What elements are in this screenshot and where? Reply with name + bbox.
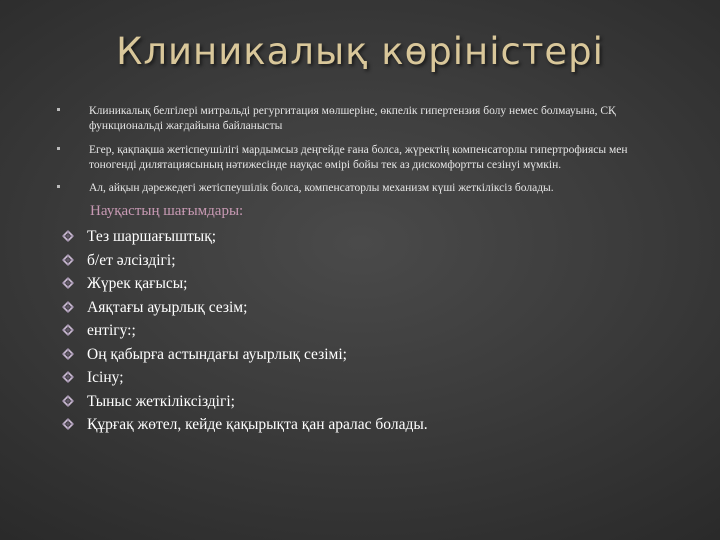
diamond-bullet-icon [62, 277, 74, 289]
complaint-item [62, 321, 682, 345]
complaint-text: Тыныс жеткіліксіздігі; [87, 392, 235, 410]
complaint-text: Құрғақ жөтел, кейде қақырықта қан аралас болады. [87, 416, 428, 433]
square-bullet-icon [57, 147, 60, 150]
intro-list [52, 104, 672, 205]
complaint-item [62, 415, 682, 439]
complaint-item [62, 298, 682, 322]
intro-item [52, 143, 672, 173]
complaint-text: б/ет әлсіздігі; [87, 251, 176, 269]
complaint-text: ентігу:; [87, 322, 136, 339]
complaints-heading: Науқастың шағымдары: [90, 203, 244, 219]
complaint-item [62, 227, 682, 251]
intro-item [52, 104, 672, 134]
complaint-item [62, 345, 682, 369]
complaint-item [62, 251, 682, 275]
diamond-bullet-icon [62, 324, 74, 336]
diamond-bullet-icon [62, 418, 74, 430]
complaint-text: Тез шаршағыштық; [87, 228, 217, 245]
diamond-bullet-icon [62, 230, 74, 242]
complaints-list [62, 227, 682, 439]
diamond-bullet-icon [62, 254, 74, 266]
intro-text: Ал, айқын дәрежедегі жетіспеушілік болса, компенсаторлы механизм күші жеткіліксіз болады. [89, 182, 554, 194]
diamond-bullet-icon [62, 395, 74, 407]
complaint-item [62, 368, 682, 392]
complaint-item [62, 274, 682, 298]
slide-title: Клиникалық көріністері [116, 30, 604, 73]
square-bullet-icon [57, 185, 60, 188]
complaint-item [62, 392, 682, 416]
intro-text: Клиникалық белгілері митральді регургитация мөлшеріне, өкпелік гипертензия болу немес болмауына, СҚ функциональді жағдайына байланысты [89, 105, 616, 132]
diamond-bullet-icon [62, 301, 74, 313]
complaint-text: Аяқтағы ауырлық сезім; [87, 298, 248, 316]
intro-item [52, 181, 672, 196]
intro-text: Егер, қақпақша жетіспеушілігі мардымсыз деңгейде ғана болса, жүректің компенсаторлы гипертрофиясы мен тоногенді дилятациясының нәтижесінде науқас өмірі бойы тек аз дискомфортты сезінуі мүмкін. [89, 144, 628, 171]
complaint-text: Жүрек қағысы; [87, 275, 188, 292]
complaint-text: Оң қабырға астындағы ауырлық сезімі; [87, 345, 347, 363]
square-bullet-icon [57, 108, 60, 111]
complaint-text: Ісіну; [87, 369, 124, 386]
diamond-bullet-icon [62, 348, 74, 360]
diamond-bullet-icon [62, 371, 74, 383]
